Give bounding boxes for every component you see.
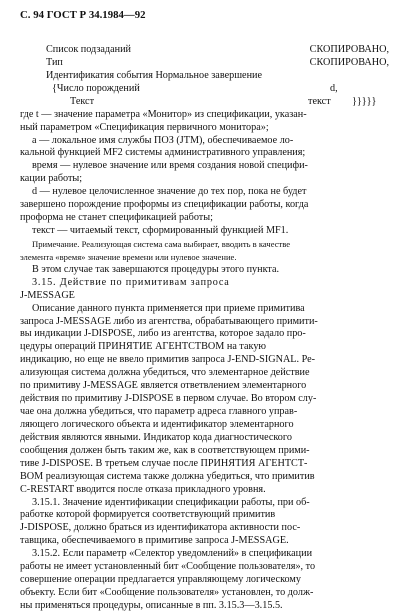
note-line: элемента «время» значение времени или нулевое значение. xyxy=(20,252,237,262)
section-line: вы индикации J-DISPOSE, либо из агентства, которое задало про- xyxy=(20,328,306,339)
body-line: кации работы; xyxy=(20,173,83,184)
section-line: тавщика, обеспечиваемого в примитиве запроса J-MESSAGE. xyxy=(20,535,289,546)
spec-row5-mid: текст xyxy=(308,96,331,107)
section-line: работы не имеет установленный бит «Сообщение пользователя», то xyxy=(20,561,316,572)
section-line: ляющего логического объекта и идентификатор элементарного xyxy=(20,419,294,430)
section-line: действия являются явными. Индикатор кода диагностического xyxy=(20,432,292,443)
body-line: проформа не станет спецификацией работы; xyxy=(20,212,213,223)
section-line: запроса J-MESSAGE либо из агентства, обрабатывающего примити- xyxy=(20,316,318,327)
body-line: где t — значение параметра «Монитор» из спецификации, указан- xyxy=(20,109,307,120)
closing-line: В этом случае так завершаются процедуры этого пункта. xyxy=(32,264,280,275)
section-line: цедуры операций ПРИНЯТИЕ АГЕНТСТВОМ на такую xyxy=(20,341,267,352)
section-line: ВОМ реализующая система также должна убедиться, что примитив xyxy=(20,471,315,482)
spec-row2-left: Тип xyxy=(46,57,63,68)
body-line: текст — читаемый текст, сформированный функцией MF1. xyxy=(32,225,289,236)
section-line: по примитиву J-MESSAGE является ответвлением элементарного xyxy=(20,380,307,391)
section-line: 3.15.1. Значение идентификации спецификации работы, при об- xyxy=(32,497,310,508)
section-line: 3.15.2. Если параметр «Селектор уведомлений» в спецификации xyxy=(32,548,313,559)
section-heading: 3.15. Действие по примитивам запроса xyxy=(32,277,230,288)
section-line: совершение операции предлагается управляющему логическому xyxy=(20,574,301,585)
section-line: Описание данного пункта применяется при приеме примитива xyxy=(32,303,305,314)
body-line: кальной функцией MF2 системы административного управления; xyxy=(20,147,306,158)
section-line: сообщения должен быть таким же, как в соответствующем прими- xyxy=(20,445,310,456)
body-line: ный параметром «Спецификация первичного монитора»; xyxy=(20,122,269,133)
spec-row5-right: }}}}} xyxy=(352,96,377,107)
section-line: работке которой формируется соответствующий примитив xyxy=(20,509,276,520)
spec-row4-right: d, xyxy=(330,83,338,94)
section-line: объекту. Если бит «Сообщение пользователя» установлен, то долж- xyxy=(20,587,314,598)
spec-row3: Идентификатия события Нормальное завершение xyxy=(46,70,262,81)
section-line: действия по примитиву J-DISPOSE в первом случае. Во втором слу- xyxy=(20,393,317,404)
spec-row4-left: {Число порождений xyxy=(52,83,140,94)
section-line: чае она должна убедиться, что параметр адреса главного управ- xyxy=(20,406,298,417)
body-line: а — локальное имя службы ПОЗ (JTM), обеспечиваемое ло- xyxy=(32,135,294,146)
body-line: завершено порождение проформы из спецификации работы, когда xyxy=(20,199,309,210)
section-line: тиве J-DISPOSE. В третьем случае после ПРИНЯТИЯ АГЕНТСТ- xyxy=(20,458,308,469)
section-heading-cont: J-MESSAGE xyxy=(20,290,75,301)
section-line: ны применяться процедуры, описанные в пп. 3.15.3—3.15.5. xyxy=(20,600,283,611)
spec-row1-left: Список подзаданий xyxy=(46,44,131,55)
body-line: d — нулевое целочисленное значение до тех пор, пока не будет xyxy=(32,186,307,197)
section-line: C-RESTART вводится после отказа прикладного уровня. xyxy=(20,484,266,495)
spec-row2-right: СКОПИРОВАНО, xyxy=(309,57,389,68)
page-header: С. 94 ГОСТ Р 34.1984—92 xyxy=(20,9,146,21)
spec-row1-right: СКОПИРОВАНО, xyxy=(309,44,389,55)
spec-row5-left: Текст xyxy=(70,96,95,107)
note-line: Примечание. Реализующая система сама выбирает, вводить в качестве xyxy=(32,239,291,249)
section-line: индикацию, но еще не ввело примитив запроса J-END-SIGNAL. Ре- xyxy=(20,354,316,365)
body-line: время — нулевое значение или время создания новой специфи- xyxy=(32,160,308,171)
section-line: ализующая система должна убедиться, что элементарное действие xyxy=(20,367,310,378)
section-line: J-DISPOSE, должно браться из идентификатора активности пос- xyxy=(20,522,301,533)
